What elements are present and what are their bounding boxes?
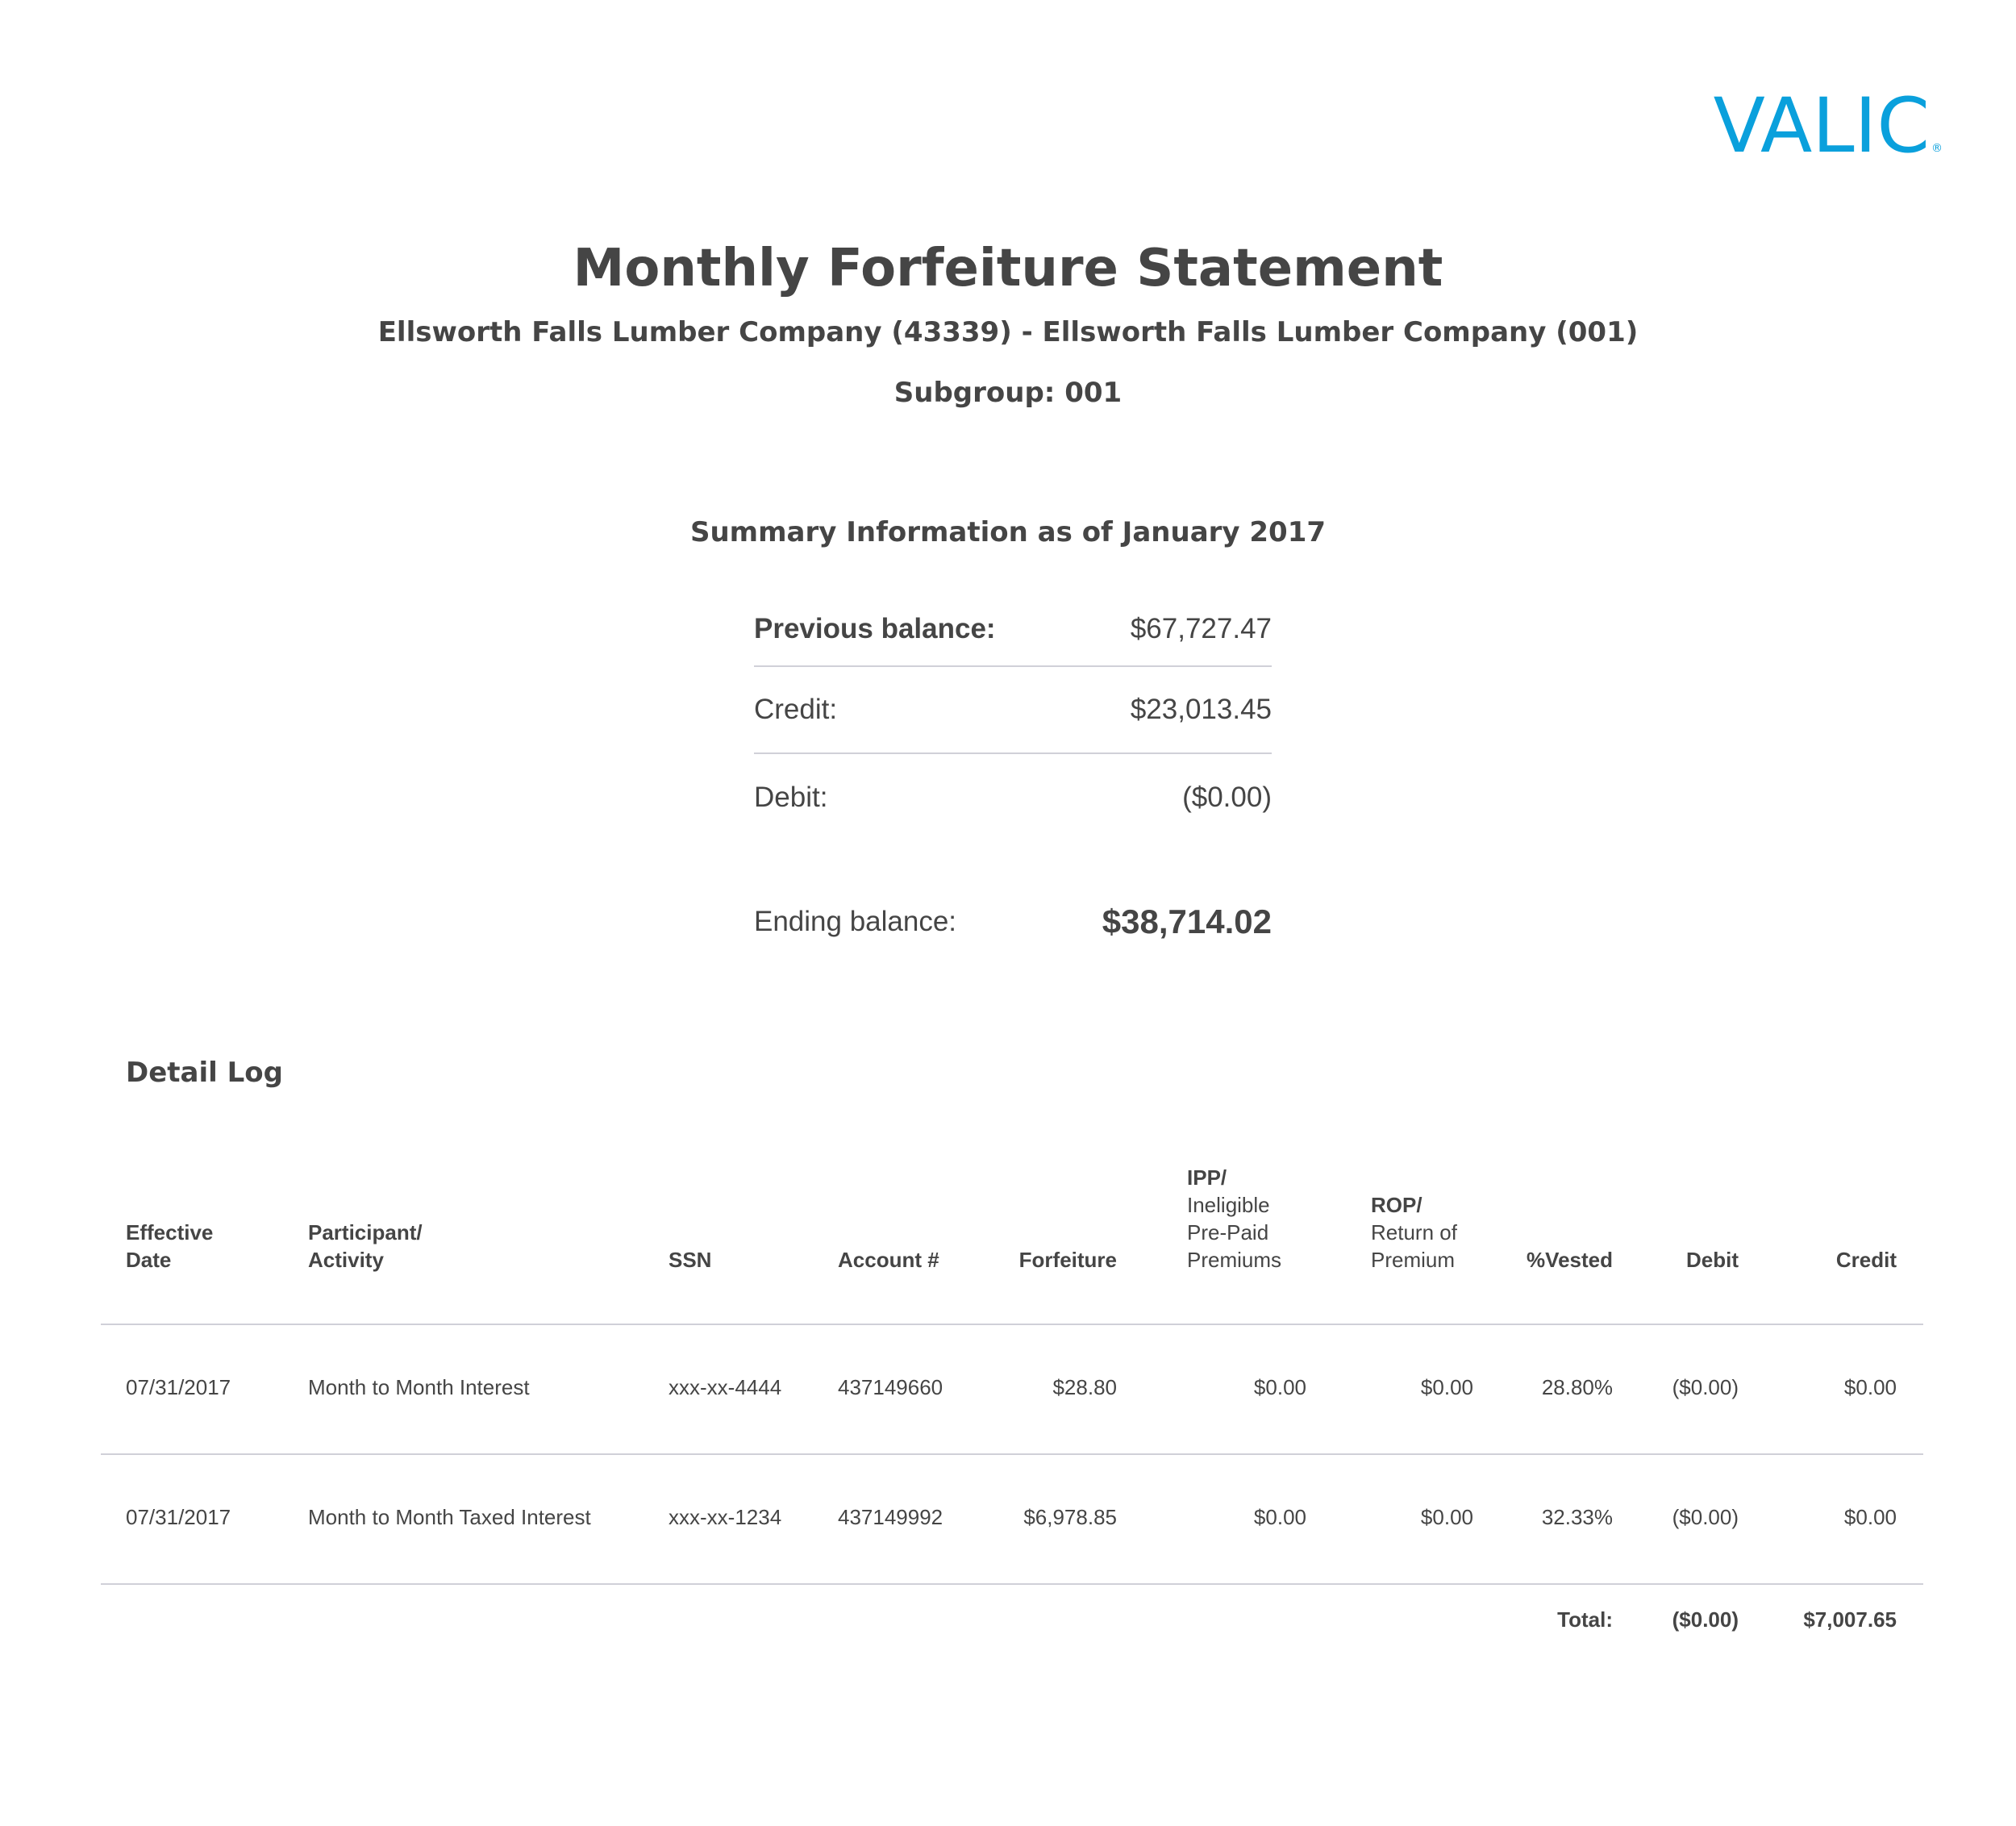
company-subtitle: Ellsworth Falls Lumber Company (43339) - Ellsworth Falls Lumber Company (001): [377, 316, 1639, 348]
subgroup-label: Subgroup: 001: [893, 377, 1123, 409]
ending-balance-value: $38,714.02: [1102, 903, 1272, 940]
total-label: Total:: [1557, 1607, 1613, 1632]
detail-log-heading: Detail Log: [126, 1057, 283, 1089]
col-rop: ROP/ Return of Premium: [1371, 1193, 1457, 1272]
total-debit: ($0.00): [1672, 1607, 1739, 1632]
col-ipp: IPP/ Ineligible Pre-Paid Premiums: [1187, 1165, 1282, 1272]
total-credit: $7,007.65: [1803, 1607, 1897, 1632]
cell-account: 437149992: [838, 1505, 943, 1529]
cell-date: 07/31/2017: [126, 1375, 231, 1399]
cell-account: 437149660: [838, 1375, 943, 1399]
previous-balance-label: Previous balance:: [754, 613, 996, 644]
credit-label: Credit:: [754, 694, 838, 725]
cell-ipp: $0.00: [1253, 1505, 1306, 1529]
total-row: [101, 1585, 1923, 1665]
page-title: Monthly Forfeiture Statement: [573, 239, 1443, 298]
ending-balance-label: Ending balance:: [754, 906, 957, 937]
cell-activity: Month to Month Taxed Interest: [308, 1505, 591, 1529]
col-debit: Debit: [1686, 1248, 1739, 1272]
cell-rop: $0.00: [1420, 1505, 1473, 1529]
cell-vested: 32.33%: [1541, 1505, 1613, 1529]
cell-ssn: xxx-xx-4444: [669, 1375, 782, 1399]
col-ssn: SSN: [669, 1248, 712, 1272]
summary-heading: Summary Information as of January 2017: [689, 516, 1327, 548]
cell-rop: $0.00: [1420, 1375, 1473, 1399]
cell-ipp: $0.00: [1253, 1375, 1306, 1399]
cell-debit: ($0.00): [1672, 1375, 1739, 1399]
col-account: Account #: [838, 1248, 939, 1272]
col-credit: Credit: [1835, 1248, 1897, 1272]
debit-label: Debit:: [754, 782, 828, 813]
cell-forfeiture: $28.80: [1052, 1375, 1117, 1399]
summary-row-previous: [754, 593, 1272, 667]
summary-row-credit: [754, 667, 1272, 754]
summary-table: [754, 593, 1272, 978]
cell-ssn: xxx-xx-1234: [669, 1505, 782, 1529]
summary-row-ending: [754, 865, 1272, 978]
table-row: [101, 1325, 1923, 1455]
summary-row-debit: [754, 754, 1272, 841]
cell-debit: ($0.00): [1672, 1505, 1739, 1529]
debit-value: ($0.00): [1182, 782, 1272, 813]
previous-balance-value: $67,727.47: [1130, 613, 1272, 644]
valic-logo: VALIC ®: [1713, 82, 1943, 170]
cell-forfeiture: $6,978.85: [1023, 1505, 1117, 1529]
col-participant-activity: Participant/ Activity: [308, 1220, 423, 1272]
cell-vested: 28.80%: [1541, 1375, 1613, 1399]
cell-credit: $0.00: [1843, 1375, 1897, 1399]
col-forfeiture: Forfeiture: [1018, 1248, 1117, 1272]
cell-date: 07/31/2017: [126, 1505, 231, 1529]
credit-value: $23,013.45: [1130, 694, 1272, 725]
table-header: [101, 1161, 1923, 1325]
cell-credit: $0.00: [1843, 1505, 1897, 1529]
col-effective-date: Effective Date: [126, 1220, 214, 1272]
cell-activity: Month to Month Interest: [308, 1375, 530, 1399]
table-row: [101, 1455, 1923, 1585]
detail-log-table: [101, 1161, 1923, 1665]
col-vested: %Vested: [1527, 1248, 1613, 1272]
